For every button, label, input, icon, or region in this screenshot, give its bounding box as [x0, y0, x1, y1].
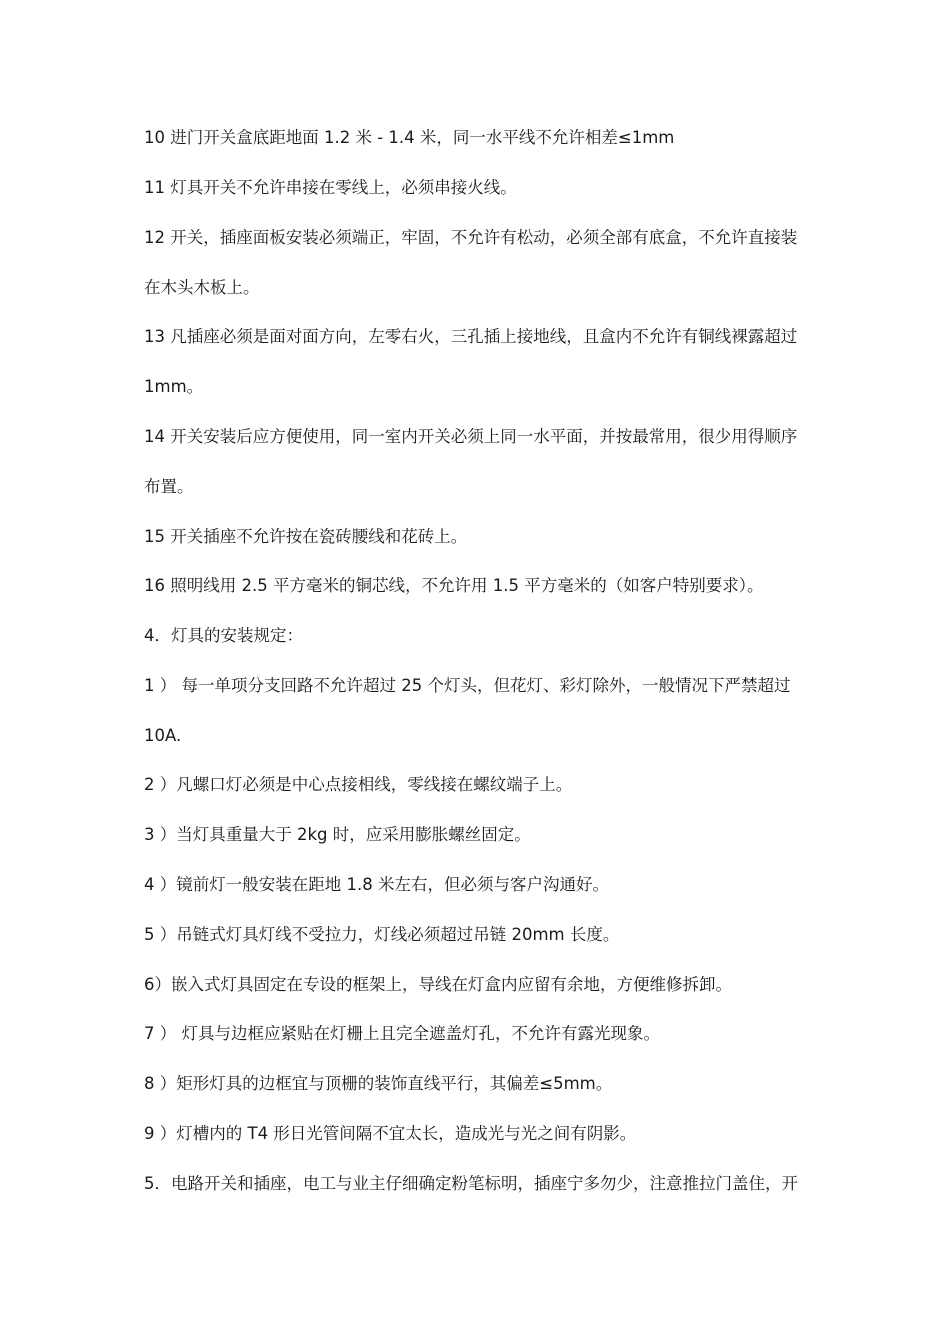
text-line: 6）嵌入式灯具固定在专设的框架上，导线在灯盒内应留有余地，方便维修拆卸。: [144, 975, 732, 994]
text-line: 9 ）灯槽内的 T4 形日光管间隔不宜太长，造成光与光之间有阴影。: [144, 1124, 637, 1143]
text-line: 2 ）凡螺口灯必须是中心点接相线，零线接在螺纹端子上。: [144, 775, 573, 794]
text-line: 15 开关插座不允许按在瓷砖腰线和花砖上。: [144, 527, 468, 546]
text-line: 7 ） 灯具与边框应紧贴在灯栅上且完全遮盖灯孔，不允许有露光现象。: [144, 1024, 660, 1043]
text-line: 5 ）吊链式灯具灯线不受拉力，灯线必须超过吊链 20mm 长度。: [144, 925, 620, 944]
text-line: 1 ） 每一单项分支回路不允许超过 25 个灯头，但花灯、彩灯除外，一般情况下严禁超过: [144, 676, 791, 695]
text-line: 11 灯具开关不允许串接在零线上，必须串接火线。: [144, 178, 517, 197]
text-line: 在木头木板上。: [144, 278, 260, 297]
text-line: 10 进门开关盒底距地面 1.2 米 - 1.4 米，同一水平线不允许相差≤1mm: [144, 128, 675, 147]
text-line: 13 凡插座必须是面对面方向，左零右火，三孔插上接地线，且盒内不允许有铜线裸露超过: [144, 327, 798, 346]
text-line: 8 ）矩形灯具的边框宜与顶栅的装饰直线平行，其偏差≤5mm。: [144, 1074, 613, 1093]
text-line: 3 ）当灯具重量大于 2kg 时，应采用膨胀螺丝固定。: [144, 825, 531, 844]
text-line: 16 照明线用 2.5 平方毫米的铜芯线，不允许用 1.5 平方毫米的（如客户特别要求）。: [144, 576, 764, 595]
text-line: 1mm。: [144, 377, 204, 396]
text-line: 4 ）镜前灯一般安装在距地 1.8 米左右，但必须与客户沟通好。: [144, 875, 609, 894]
text-line: 布置。: [144, 477, 194, 496]
text-line: 14 开关安装后应方便使用，同一室内开关必须上同一水平面，并按最常用，很少用得顺序: [144, 427, 798, 446]
text-line: 10A.: [144, 726, 182, 745]
text-line: 12 开关，插座面板安装必须端正，牢固，不允许有松动，必须全部有底盒，不允许直接装: [144, 228, 798, 247]
section-heading: 5．电路开关和插座，电工与业主仔细确定粉笔标明，插座宁多勿少，注意推拉门盖住，开: [144, 1174, 798, 1193]
section-heading: 4．灯具的安装规定：: [144, 626, 303, 645]
